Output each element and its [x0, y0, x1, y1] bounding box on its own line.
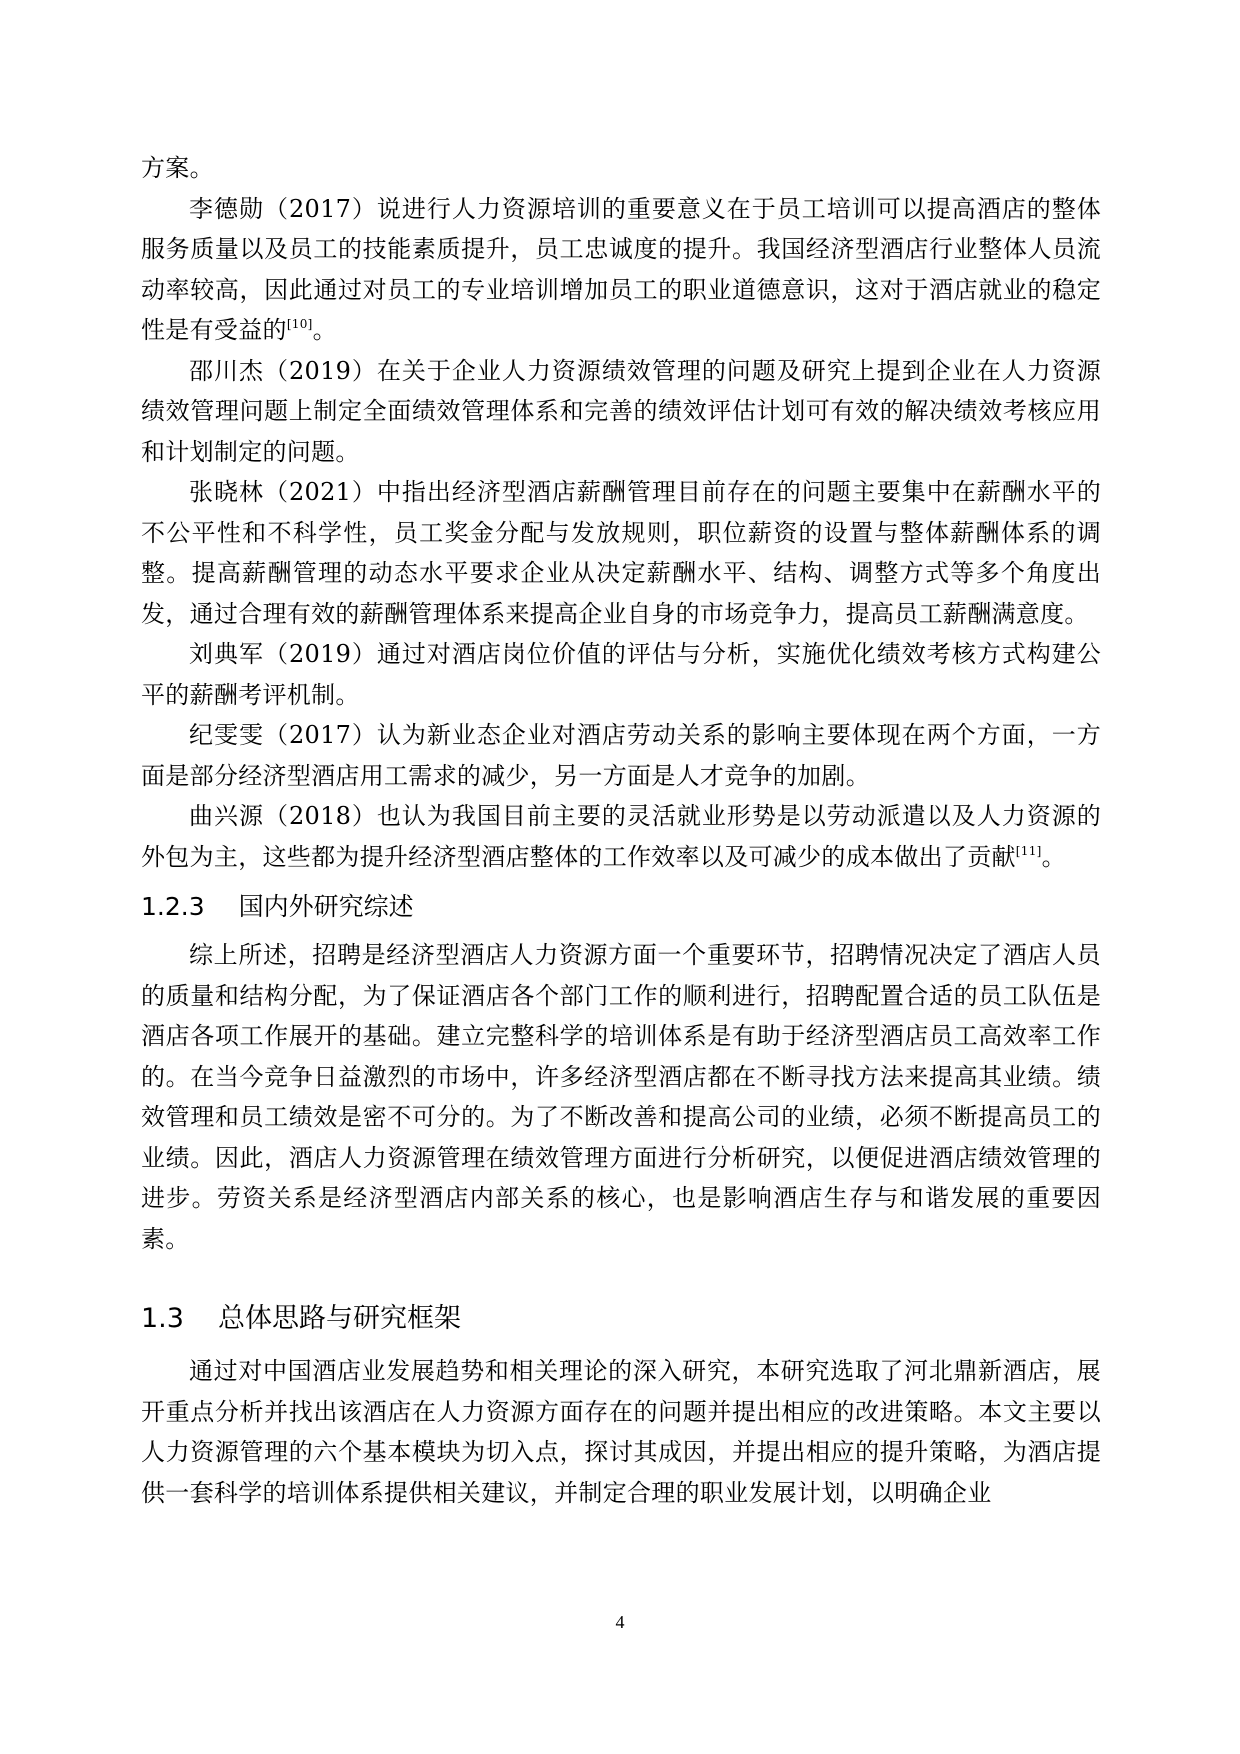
paragraph-liu-dianjun: 刘典军（2019）通过对酒店岗位价值的评估与分析，实施优化绩效考核方式构建公平的薪酬考评机制。	[141, 640, 1101, 709]
section-title: 总体思路与研究框架	[217, 1303, 461, 1334]
paragraph-tail: 。	[312, 316, 337, 344]
paragraph-qu-xingyuan	[141, 796, 1101, 877]
citation-ref: [10]	[286, 317, 313, 331]
section-number: 1.2.3	[141, 892, 205, 921]
section-title: 国内外研究综述	[238, 892, 414, 921]
paragraph-summary: 综上所述，招聘是经济型酒店人力资源方面一个重要环节，招聘情况决定了酒店人员的质量和结构分配，为了保证酒店各个部门工作的顺利进行，招聘配置合适的员工队伍是酒店各项工作展开的基础。建立完整科学的培训体系是有助于经济型酒店员工高效率工作的。在当今竞争日益激烈的市场中，许多经济型酒店都在不断寻找方法来提高其业绩。绩效管理和员工绩效是密不可分的。为了不断改善和提高公司的业绩，必须不断提高员工的业绩。因此，酒店人力资源管理在绩效管理方面进行分析研究，以便促进酒店绩效管理的进步。劳资关系是经济型酒店内部关系的核心，也是影响酒店生存与和谐发展的重要因素。	[141, 941, 1101, 1253]
page-content	[141, 148, 1101, 1513]
paragraph-tail: 。	[1041, 842, 1066, 871]
section-heading-1-3	[141, 1299, 1101, 1339]
paragraph-li-dexun	[141, 189, 1101, 351]
paragraph-framework: 通过对中国酒店业发展趋势和相关理论的深入研究，本研究选取了河北鼎新酒店，展开重点分析并找出该酒店在人力资源方面存在的问题并提出相应的改进策略。本文主要以人力资源管理的六个基本模块为切入点，探讨其成因，并提出相应的提升策略，为酒店提供一套科学的培训体系提供相关建议，并制定合理的职业发展计划，以明确企业	[141, 1357, 1101, 1507]
paragraph-text: 李德勋（2017）说进行人力资源培训的重要意义在于员工培训可以提高酒店的整体服务质量以及员工的技能素质提升，员工忠诚度的提升。我国经济型酒店行业整体人员流动率较高，因此通过对员工的专业培训增加员工的职业道德意识，这对于酒店就业的稳定性是有受益的	[141, 194, 1101, 344]
page-number: 4	[615, 1612, 625, 1632]
section-heading-1-2-3	[141, 889, 1101, 925]
paragraph-zhang-xiaolin: 张晓林（2021）中指出经济型酒店薪酬管理目前存在的问题主要集中在薪酬水平的不公平性和不科学性，员工奖金分配与发放规则，职位薪资的设置与整体薪酬体系的调整。提高薪酬管理的动态水平要求企业从决定薪酬水平、结构、调整方式等多个角度出发，通过合理有效的薪酬管理体系来提高企业自身的市场竞争力，提高员工薪酬满意度。	[141, 478, 1101, 628]
paragraph-text: 曲兴源（2018）也认为我国目前主要的灵活就业形势是以劳动派遣以及人力资源的外包为主，这些都为提升经济型酒店整体的工作效率以及可减少的成本做出了贡献	[141, 802, 1101, 871]
paragraph-shao-chuanjie: 邵川杰（2019）在关于企业人力资源绩效管理的问题及研究上提到企业在人力资源绩效管理问题上制定全面绩效管理体系和完善的绩效评估计划可有效的解决绩效考核应用和计划制定的问题。	[141, 356, 1101, 466]
citation-ref: [11]	[1015, 843, 1042, 858]
section-number: 1.3	[141, 1303, 184, 1334]
paragraph-ji-wenwen: 纪雯雯（2017）认为新业态企业对酒店劳动关系的影响主要体现在两个方面，一方面是部分经济型酒店用工需求的减少，另一方面是人才竞争的加剧。	[141, 721, 1101, 790]
paragraph-continuation: 方案。	[141, 154, 214, 182]
